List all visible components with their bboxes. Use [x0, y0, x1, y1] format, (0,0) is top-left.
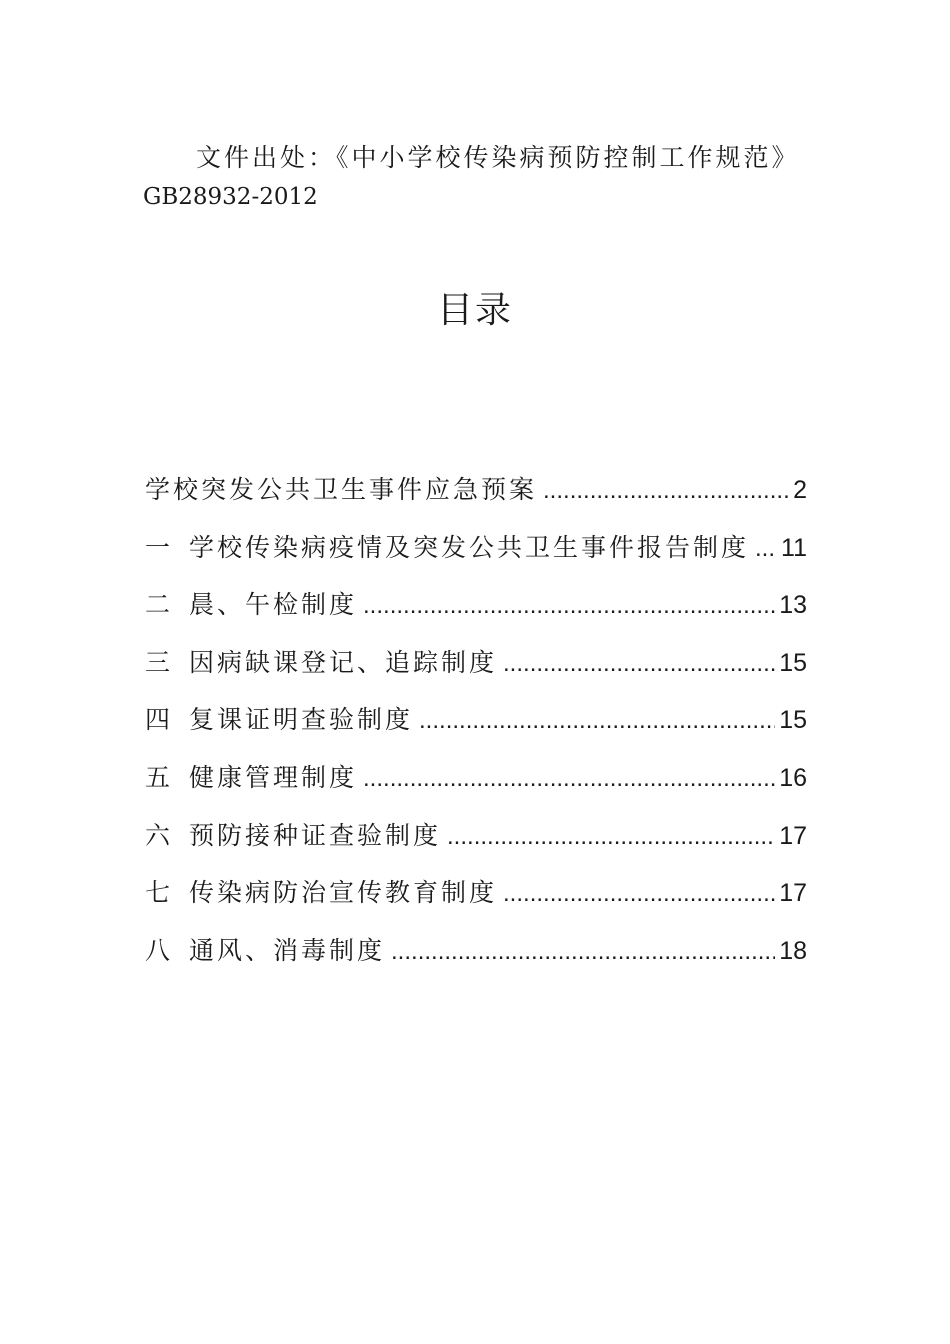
toc-entry-title: 健康管理制度 [189, 762, 358, 792]
toc-entry-number: 八 [145, 935, 174, 965]
toc-dot-leader [391, 938, 775, 966]
toc-page-number: 17 [779, 879, 807, 908]
toc-entry-title: 预防接种证查验制度 [189, 820, 442, 850]
toc-page-number: 15 [779, 706, 807, 735]
toc-entry[interactable] [145, 643, 807, 701]
toc-dot-leader [419, 707, 775, 735]
toc-entry-number: 五 [145, 762, 174, 792]
toc-page-number: 18 [779, 936, 807, 965]
toc-entry[interactable] [145, 585, 807, 643]
table-of-contents [145, 470, 807, 988]
toc-dot-leader [543, 477, 789, 505]
toc-entry[interactable] [145, 873, 807, 931]
toc-dot-leader [363, 765, 775, 793]
toc-dot-leader [503, 650, 775, 678]
toc-page-number: 17 [779, 821, 807, 850]
toc-page-number: 2 [793, 476, 807, 504]
toc-entry-number: 四 [145, 705, 174, 735]
toc-entry-number: 七 [145, 878, 174, 908]
toc-entry-title: 传染病防治宣传教育制度 [189, 878, 498, 908]
toc-entry-title: 复课证明查验制度 [189, 705, 414, 735]
toc-entry[interactable] [145, 816, 807, 874]
toc-dot-leader [447, 823, 775, 851]
toc-heading: 目录 [436, 290, 513, 331]
toc-entry-number: 三 [145, 647, 174, 677]
toc-entry[interactable] [145, 470, 807, 528]
toc-entry-title: 通风、消毒制度 [189, 935, 386, 965]
toc-page-number: 11 [781, 533, 807, 562]
toc-dot-leader [755, 535, 777, 563]
toc-page-number: 15 [779, 648, 807, 677]
toc-entry[interactable] [145, 700, 807, 758]
toc-page-number: 13 [779, 591, 807, 620]
standard-number: GB28932-2012 [143, 184, 318, 210]
toc-entry-title: 因病缺课登记、追踪制度 [189, 647, 498, 677]
toc-entry[interactable] [145, 758, 807, 816]
toc-dot-leader [363, 592, 775, 620]
toc-entry[interactable] [145, 931, 807, 989]
toc-entry-title: 学校突发公共卫生事件应急预案 [145, 475, 538, 504]
toc-entry-number: 二 [145, 590, 174, 620]
toc-entry[interactable] [145, 528, 807, 586]
toc-entry-title: 学校传染病疫情及突发公共卫生事件报告制度 [189, 532, 750, 562]
toc-entry-number: 一 [145, 532, 174, 562]
toc-dot-leader [503, 880, 775, 908]
toc-page-number: 16 [779, 763, 807, 792]
toc-entry-title: 晨、午检制度 [189, 590, 358, 620]
source-reference: 文件出处：《中小学校传染病预防控制工作规范》 [196, 143, 800, 172]
toc-entry-number: 六 [145, 820, 174, 850]
